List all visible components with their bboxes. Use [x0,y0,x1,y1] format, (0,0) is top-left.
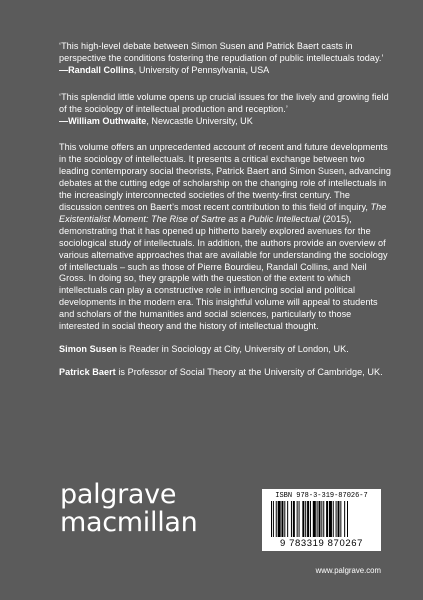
author-bio-text: is Professor of Social Theory at the University of Cambridge, UK. [115,366,383,377]
quote-affiliation: , University of Pennsylvania, USA [133,64,270,75]
isbn-barcode [262,489,381,551]
description-part-1: This volume offers an unprecedented account of recent and future developments in the sociology of intellectuals. It presents a critical exchange between two leading contemporary social theorists, Patrick Baert and Simon Susen, advancing debates at the cutting edge of scholarship on the changing role of intellectuals in the increasingly interconnected societies of the twenty-first century. The discussion centres on Baert’s most recent contribution to this field of inquiry, [59,142,392,212]
author-name: Simon Susen [59,343,118,354]
publisher-logo-line1: palgrave [60,479,177,510]
quote-author: —William Outhwaite [59,115,147,126]
author-bio-1 [59,344,391,356]
barcode-number: 9 783319 870267 [280,538,363,549]
quote-affiliation: , Newcastle University, UK [146,115,253,126]
quote-attribution [59,65,391,77]
author-bio-text: is Reader in Sociology at City, University of London, UK. [117,343,349,354]
author-name: Patrick Baert [59,366,116,377]
quote-text: ‘This high-level debate between Simon Susen and Patrick Baert casts in perspective the conditions fostering the repudiation of public intellectuals today.’ [59,41,384,63]
referenced-book-title: The Existentialist Moment: The Rise of Sartre as a Public Intellectual [59,201,387,224]
publisher-logo-line2: macmillan [60,507,198,538]
publisher-logo [60,481,197,537]
book-description [59,142,391,333]
text-column [59,41,391,379]
quote-attribution [59,116,391,128]
publisher-website: www.palgrave.com [315,566,381,575]
description-part-2: (2015), demonstrating that it has opened up hitherto barely explored avenues for the sociological study of intellectuals. In addition, the authors provide an overview of various alternative approaches that are available for understanding the sociology of intellectuals – such as those of Pierre Bourdieu, Randall Collins, and Neil Gross. In doing so, they grapple with the question of the extent to which intellectuals can play a constructive role in influencing social and political developments in the modern era. This insightful volume will appeal to students and scholars of the humanities and social sciences, particularly to those interested in social theory and the history of intellectual thought. [59,213,388,332]
author-bio-2 [59,367,391,379]
isbn-label: ISBN 978-3-319-87026-7 [275,492,368,500]
review-quote-1 [59,41,391,77]
quote-author: —Randall Collins [59,64,134,75]
quote-text: ‘This splendid little volume opens up crucial issues for the lively and growing field of the sociology of intellectual production and reception.’ [59,91,389,114]
barcode-bars [271,501,372,537]
review-quote-2 [59,92,391,128]
